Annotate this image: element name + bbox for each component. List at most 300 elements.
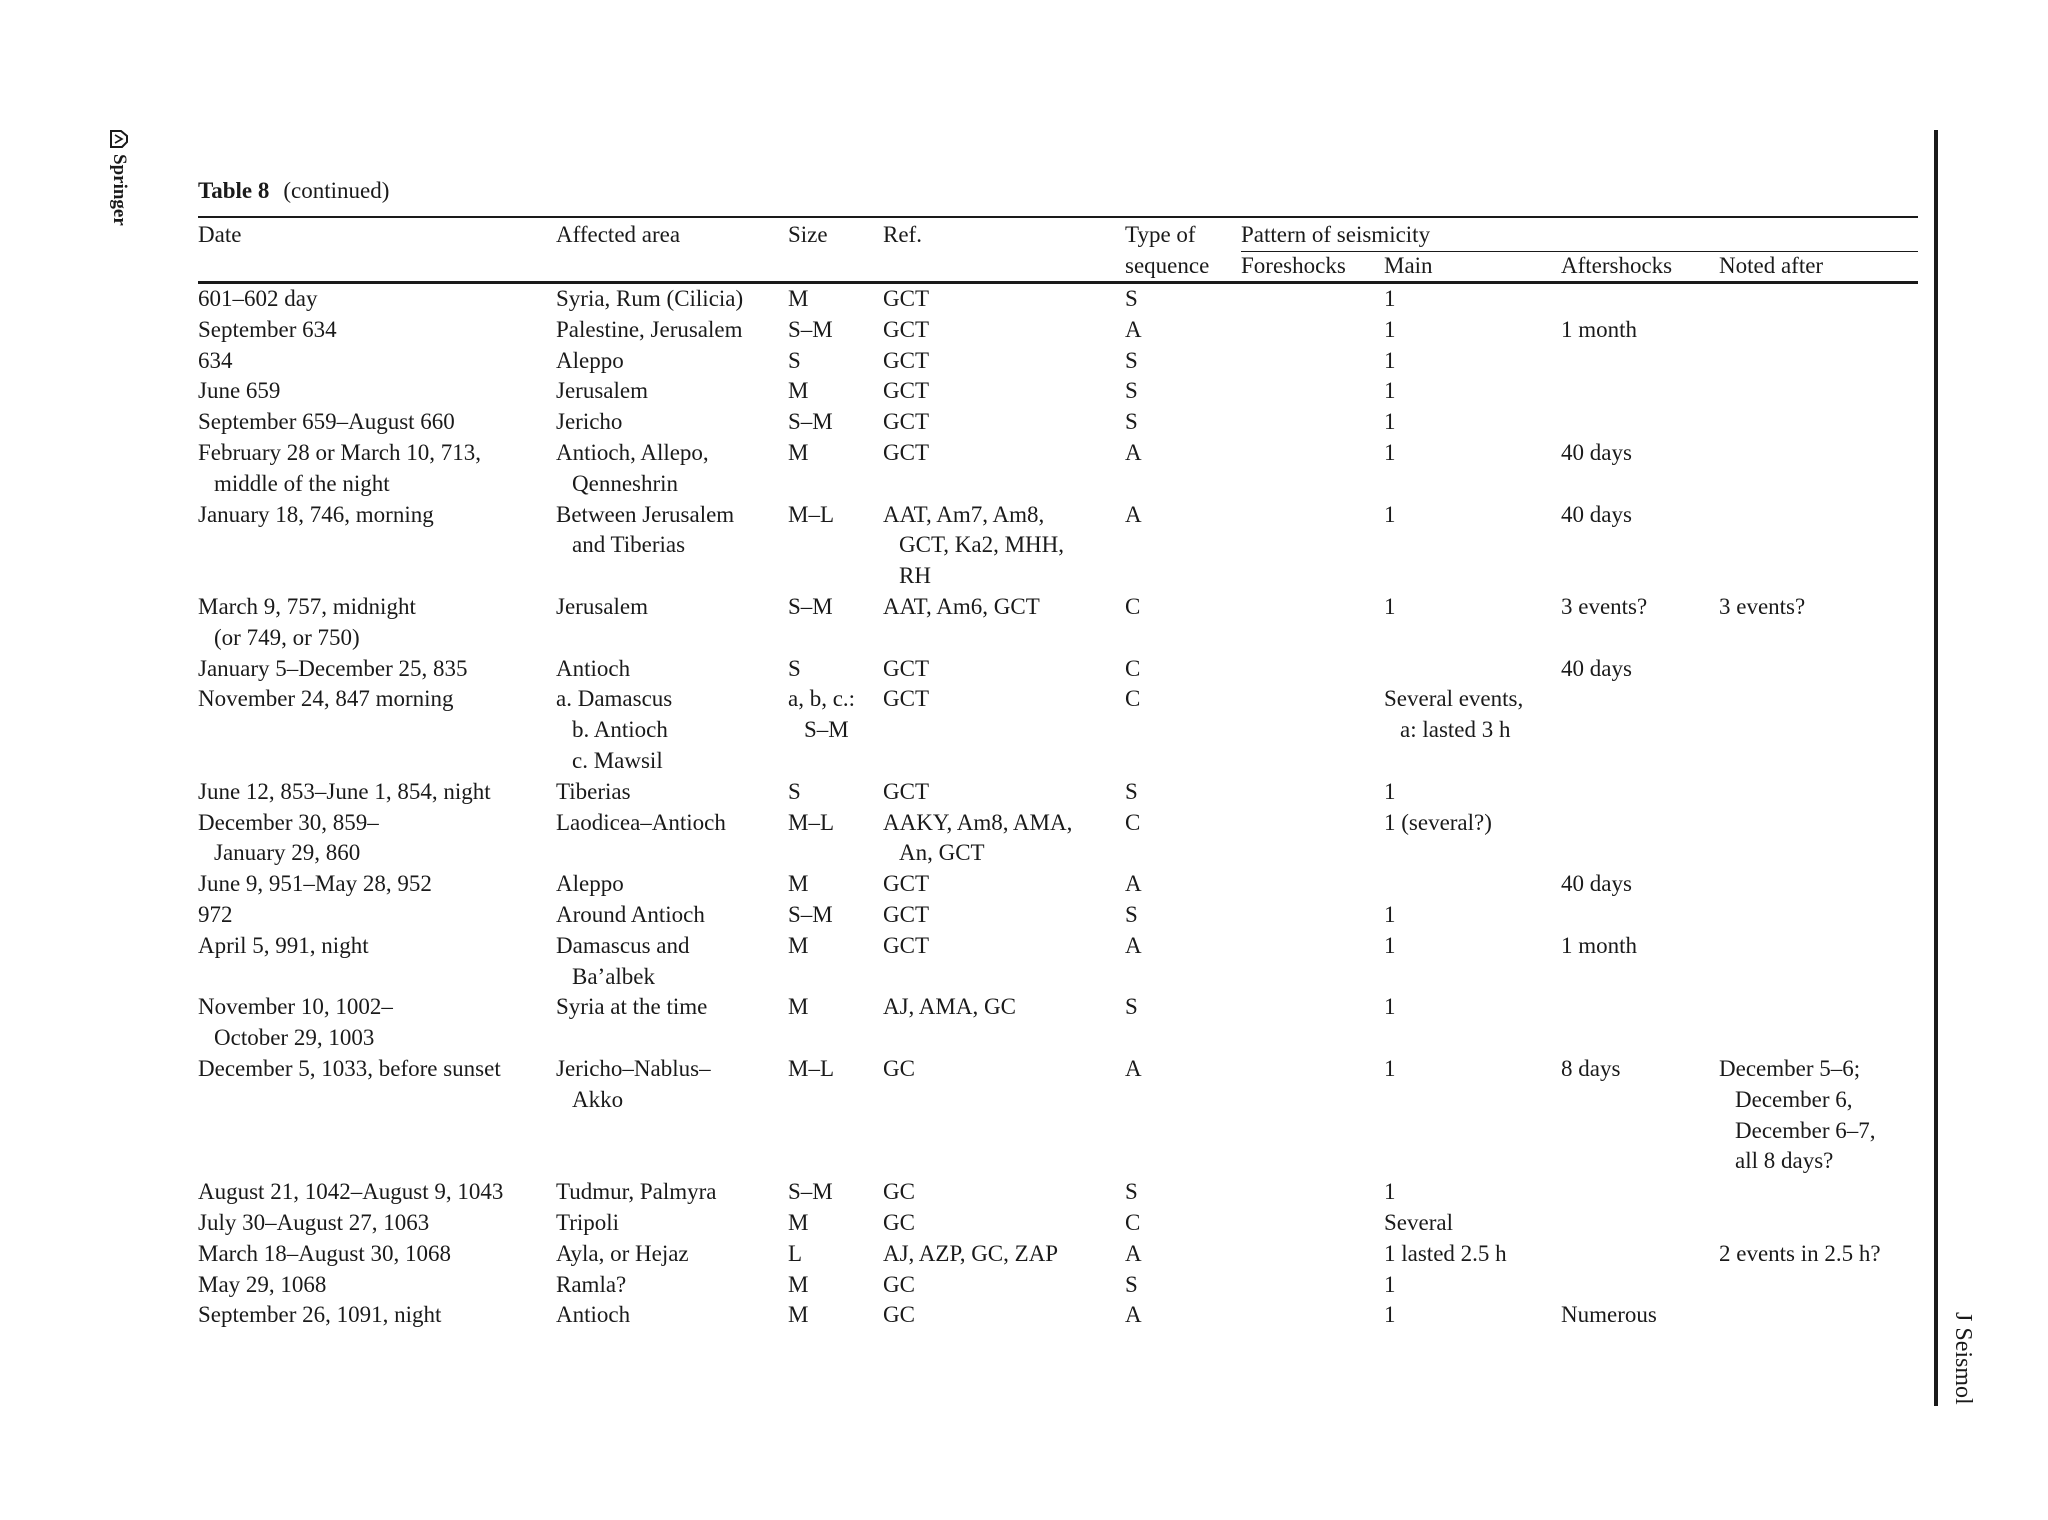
cell-main [1384, 1270, 1561, 1301]
cell-size-line: S [788, 347, 801, 373]
cell-affected-area-line: Jerusalem [556, 378, 648, 404]
cell-size-line: M [788, 994, 809, 1020]
cell-affected-area-line: Aleppo [556, 871, 624, 897]
cell-noted-after [1719, 500, 1918, 592]
cell-foreshocks [1241, 900, 1384, 931]
table-row [198, 346, 1918, 377]
cell-affected-area [556, 808, 788, 870]
cell-ref-line: RH [899, 563, 931, 589]
cell-noted-after [1719, 1300, 1918, 1331]
cell-foreshocks [1241, 376, 1384, 407]
cell-affected-area [556, 438, 788, 500]
cell-ref-line: AAT, Am6, GCT [883, 593, 1040, 619]
table-caption-text: (continued) [283, 178, 390, 203]
cell-affected-area-line: Antioch [556, 1302, 631, 1328]
cell-noted-after [1719, 1208, 1918, 1239]
cell-date-line: middle of the night [214, 470, 390, 496]
cell-affected-area-line: Between Jerusalem [556, 501, 735, 527]
cell-ref-line: GC [883, 1302, 915, 1328]
cell-size [788, 1054, 883, 1177]
column-header-type-line2: sequence [1125, 253, 1210, 278]
cell-date-line: January 5–December 25, 835 [198, 655, 468, 681]
cell-noted-after-line: all 8 days? [1735, 1148, 1834, 1174]
cell-main-line: 1 [1384, 409, 1396, 435]
cell-main-line: 1 [1384, 1179, 1396, 1205]
cell-size [788, 654, 883, 685]
cell-ref [883, 315, 1125, 346]
cell-date-line: October 29, 1003 [214, 1025, 375, 1051]
cell-aftershocks-line: 40 days [1561, 871, 1632, 897]
table-row [198, 592, 1918, 654]
cell-sequence-type [1125, 1270, 1241, 1301]
cell-sequence-type [1125, 1300, 1241, 1331]
cell-main-line: 1 [1384, 901, 1396, 927]
cell-main-line: 1 [1384, 1055, 1396, 1081]
cell-main-line: 1 [1384, 1302, 1396, 1328]
cell-size [788, 808, 883, 870]
cell-aftershocks [1561, 315, 1719, 346]
cell-main-line: 1 [1384, 378, 1396, 404]
cell-foreshocks [1241, 346, 1384, 377]
cell-aftershocks [1561, 808, 1719, 870]
cell-size-line: M [788, 286, 809, 311]
cell-date [198, 1300, 556, 1331]
cell-noted-after-line: December 6, [1735, 1086, 1853, 1112]
cell-main-line: 1 [1384, 439, 1396, 465]
cell-sequence-type-line: A [1125, 501, 1142, 527]
cell-affected-area-line: b. Antioch [572, 717, 668, 743]
cell-main-line: Several [1384, 1209, 1453, 1235]
cell-size [788, 1208, 883, 1239]
cell-aftershocks [1561, 777, 1719, 808]
cell-size [788, 1177, 883, 1208]
cell-affected-area [556, 346, 788, 377]
cell-ref-line: GCT [883, 932, 929, 958]
cell-sequence-type-line: S [1125, 1179, 1138, 1205]
cell-noted-after [1719, 315, 1918, 346]
cell-date-line: April 5, 991, night [198, 932, 369, 958]
cell-sequence-type [1125, 1239, 1241, 1270]
cell-ref [883, 654, 1125, 685]
cell-main [1384, 346, 1561, 377]
cell-noted-after [1719, 869, 1918, 900]
cell-date-line: September 26, 1091, night [198, 1302, 442, 1328]
cell-sequence-type [1125, 992, 1241, 1054]
cell-foreshocks [1241, 931, 1384, 993]
cell-date-line: September 634 [198, 316, 337, 342]
cell-aftershocks-line: 1 month [1561, 932, 1638, 958]
cell-date [198, 869, 556, 900]
table-row [198, 808, 1918, 870]
earthquake-table [198, 284, 1918, 1331]
cell-date-line: 601–602 day [198, 286, 318, 311]
springer-horse-icon [108, 128, 130, 150]
cell-foreshocks [1241, 438, 1384, 500]
table-row [198, 1239, 1918, 1270]
cell-main [1384, 1177, 1561, 1208]
cell-sequence-type [1125, 900, 1241, 931]
cell-noted-after [1719, 438, 1918, 500]
cell-sequence-type-line: A [1125, 1240, 1142, 1266]
column-header-date: Date [198, 222, 242, 247]
cell-size [788, 1270, 883, 1301]
cell-aftershocks [1561, 1054, 1719, 1177]
cell-main-line: 1 [1384, 778, 1396, 804]
column-header-type-line1: Type of [1125, 222, 1196, 247]
cell-date-line: March 9, 757, midnight [198, 593, 416, 619]
table-caption [198, 178, 389, 204]
cell-affected-area-line: Palestine, Jerusalem [556, 316, 743, 342]
cell-aftershocks [1561, 1270, 1719, 1301]
cell-foreshocks [1241, 1177, 1384, 1208]
cell-affected-area-line: Damascus and [556, 932, 690, 958]
cell-affected-area-line: Antioch, Allepo, [556, 439, 709, 465]
cell-noted-after [1719, 808, 1918, 870]
cell-foreshocks [1241, 315, 1384, 346]
cell-noted-after [1719, 1054, 1918, 1177]
cell-size-line: M [788, 439, 809, 465]
column-header-ref: Ref. [883, 222, 922, 247]
table-row [198, 777, 1918, 808]
table-row [198, 1177, 1918, 1208]
cell-noted-after [1719, 1239, 1918, 1270]
table-row [198, 1270, 1918, 1301]
cell-noted-after-line: December 5–6; [1719, 1055, 1861, 1081]
cell-size-line: M–L [788, 501, 834, 527]
cell-sequence-type-line: S [1125, 1271, 1138, 1297]
table-row [198, 1300, 1918, 1331]
cell-aftershocks [1561, 900, 1719, 931]
cell-sequence-type [1125, 500, 1241, 592]
cell-ref-line: GC [883, 1179, 915, 1205]
cell-ref [883, 1208, 1125, 1239]
table-row [198, 1208, 1918, 1239]
cell-aftershocks [1561, 931, 1719, 993]
cell-size-line: M–L [788, 1055, 834, 1081]
cell-size-line: M–L [788, 809, 834, 835]
journal-name: J Seismol [1950, 1312, 1976, 1405]
table-row [198, 869, 1918, 900]
cell-foreshocks [1241, 869, 1384, 900]
cell-affected-area [556, 1239, 788, 1270]
cell-size [788, 931, 883, 993]
cell-ref-line: GCT [883, 347, 929, 373]
cell-affected-area-line: Aleppo [556, 347, 624, 373]
cell-affected-area [556, 1177, 788, 1208]
cell-main-line: 1 [1384, 1271, 1396, 1297]
cell-foreshocks [1241, 777, 1384, 808]
cell-ref [883, 592, 1125, 654]
table-row [198, 654, 1918, 685]
cell-size-line: S–M [788, 409, 833, 435]
cell-aftershocks [1561, 376, 1719, 407]
cell-main [1384, 407, 1561, 438]
cell-date [198, 1270, 556, 1301]
cell-affected-area [556, 777, 788, 808]
cell-noted-after [1719, 284, 1918, 315]
cell-foreshocks [1241, 407, 1384, 438]
cell-date [198, 284, 556, 315]
cell-aftershocks [1561, 654, 1719, 685]
cell-noted-after [1719, 1270, 1918, 1301]
cell-noted-after [1719, 777, 1918, 808]
cell-affected-area-line: a. Damascus [556, 686, 673, 712]
cell-main [1384, 1300, 1561, 1331]
cell-main [1384, 1208, 1561, 1239]
cell-affected-area-line: Ba’albek [572, 963, 656, 989]
cell-foreshocks [1241, 1300, 1384, 1331]
cell-date [198, 1177, 556, 1208]
cell-ref [883, 684, 1125, 776]
cell-size [788, 900, 883, 931]
cell-sequence-type-line: C [1125, 593, 1141, 619]
cell-affected-area [556, 900, 788, 931]
cell-ref-line: GCT [883, 286, 929, 311]
cell-date-line: March 18–August 30, 1068 [198, 1240, 451, 1266]
cell-foreshocks [1241, 284, 1384, 315]
cell-main [1384, 684, 1561, 776]
cell-size-line: M [788, 871, 809, 897]
cell-date-line: June 9, 951–May 28, 952 [198, 871, 432, 897]
table-row [198, 284, 1918, 315]
cell-main-line: 1 [1384, 316, 1396, 342]
table-row [198, 438, 1918, 500]
cell-sequence-type-line: S [1125, 378, 1138, 404]
cell-aftershocks-line: 40 days [1561, 655, 1632, 681]
cell-ref [883, 1177, 1125, 1208]
cell-ref-line: AJ, AMA, GC [883, 994, 1016, 1020]
cell-main-line: 1 [1384, 501, 1396, 527]
cell-ref [883, 284, 1125, 315]
cell-date [198, 315, 556, 346]
cell-size [788, 1239, 883, 1270]
cell-affected-area-line: Tudmur, Palmyra [556, 1179, 717, 1205]
cell-size [788, 1300, 883, 1331]
cell-sequence-type [1125, 654, 1241, 685]
column-header-pattern: Pattern of seismicity [1241, 222, 1431, 247]
cell-main-line: Several events, [1384, 686, 1524, 712]
cell-ref-line: AAT, Am7, Am8, [883, 501, 1045, 527]
cell-main [1384, 869, 1561, 900]
cell-ref [883, 438, 1125, 500]
cell-size-line: S–M [788, 901, 833, 927]
table-row [198, 315, 1918, 346]
cell-date-line: 972 [198, 901, 233, 927]
table-row [198, 500, 1918, 592]
cell-size-line: S [788, 655, 801, 681]
cell-noted-after [1719, 346, 1918, 377]
cell-aftershocks [1561, 346, 1719, 377]
cell-foreshocks [1241, 808, 1384, 870]
cell-aftershocks-line: Numerous [1561, 1302, 1657, 1328]
cell-date-line: (or 749, or 750) [214, 624, 360, 650]
cell-date-line: May 29, 1068 [198, 1271, 327, 1297]
table-label: Table 8 [198, 178, 270, 203]
cell-foreshocks [1241, 684, 1384, 776]
cell-affected-area-line: Jerusalem [556, 593, 648, 619]
table-row [198, 992, 1918, 1054]
table-row [198, 931, 1918, 993]
cell-ref-line: GC [883, 1271, 915, 1297]
cell-date [198, 931, 556, 993]
column-header-area: Affected area [556, 222, 681, 247]
cell-foreshocks [1241, 1208, 1384, 1239]
cell-sequence-type [1125, 592, 1241, 654]
cell-main-line: a: lasted 3 h [1400, 717, 1511, 743]
cell-aftershocks [1561, 992, 1719, 1054]
cell-noted-after-line: 3 events? [1719, 593, 1806, 619]
cell-ref-line: GCT [883, 378, 929, 404]
cell-aftershocks-line: 3 events? [1561, 593, 1648, 619]
cell-main [1384, 992, 1561, 1054]
cell-noted-after [1719, 654, 1918, 685]
cell-ref [883, 407, 1125, 438]
cell-ref-line: GCT [883, 778, 929, 804]
cell-affected-area-line: Syria, Rum (Cilicia) [556, 286, 744, 311]
cell-main [1384, 808, 1561, 870]
cell-ref [883, 346, 1125, 377]
cell-affected-area-line: Ayla, or Hejaz [556, 1240, 689, 1266]
cell-affected-area-line: and Tiberias [572, 532, 686, 558]
cell-date [198, 1208, 556, 1239]
cell-sequence-type [1125, 1177, 1241, 1208]
publisher-name: Springer [109, 154, 130, 226]
cell-size [788, 869, 883, 900]
cell-ref [883, 777, 1125, 808]
cell-date-line: June 12, 853–June 1, 854, night [198, 778, 491, 804]
cell-sequence-type-line: S [1125, 347, 1138, 373]
cell-aftershocks [1561, 684, 1719, 776]
cell-size-line: S–M [788, 316, 833, 342]
cell-ref [883, 500, 1125, 592]
cell-ref [883, 1239, 1125, 1270]
cell-noted-after [1719, 407, 1918, 438]
cell-main [1384, 1239, 1561, 1270]
cell-aftershocks [1561, 869, 1719, 900]
table-top-rule [198, 216, 1918, 218]
cell-ref-line: GCT [883, 316, 929, 342]
cell-ref [883, 808, 1125, 870]
page-edge-rule [1934, 130, 1938, 1406]
cell-ref-line: GCT [883, 901, 929, 927]
cell-date [198, 592, 556, 654]
cell-affected-area [556, 1054, 788, 1177]
cell-aftershocks-line: 40 days [1561, 501, 1632, 527]
cell-date-line: 634 [198, 347, 233, 373]
cell-sequence-type [1125, 684, 1241, 776]
cell-affected-area [556, 1270, 788, 1301]
cell-affected-area [556, 931, 788, 993]
springer-logo [108, 128, 130, 226]
cell-aftershocks [1561, 500, 1719, 592]
cell-main [1384, 931, 1561, 993]
cell-ref-line: AAKY, Am8, AMA, [883, 809, 1073, 835]
cell-main-line: 1 [1384, 347, 1396, 373]
cell-ref-line: GCT [883, 871, 929, 897]
cell-noted-after-line: 2 events in 2.5 h? [1719, 1240, 1881, 1266]
cell-sequence-type-line: A [1125, 932, 1142, 958]
cell-affected-area [556, 407, 788, 438]
cell-aftershocks-line: 40 days [1561, 439, 1632, 465]
cell-size-line: M [788, 1271, 809, 1297]
cell-sequence-type [1125, 407, 1241, 438]
cell-affected-area-line: Syria at the time [556, 994, 708, 1020]
cell-date [198, 346, 556, 377]
table-row [198, 407, 1918, 438]
cell-sequence-type [1125, 284, 1241, 315]
cell-sequence-type [1125, 315, 1241, 346]
cell-date [198, 376, 556, 407]
table-row [198, 376, 1918, 407]
cell-main-line: 1 lasted 2.5 h [1384, 1240, 1507, 1266]
cell-affected-area-line: Laodicea–Antioch [556, 809, 726, 835]
cell-sequence-type-line: A [1125, 1055, 1142, 1081]
cell-affected-area-line: Jericho [556, 409, 623, 435]
cell-ref [883, 931, 1125, 993]
cell-affected-area [556, 684, 788, 776]
cell-main [1384, 654, 1561, 685]
cell-date [198, 777, 556, 808]
cell-date [198, 992, 556, 1054]
cell-main-line: 1 (several?) [1384, 809, 1492, 835]
cell-affected-area-line: Jericho–Nablus– [556, 1055, 711, 1081]
cell-date-line: December 30, 859– [198, 809, 379, 835]
cell-size [788, 992, 883, 1054]
cell-aftershocks [1561, 1300, 1719, 1331]
table-row [198, 900, 1918, 931]
cell-date [198, 407, 556, 438]
cell-ref-line: GCT [883, 686, 929, 712]
cell-main [1384, 592, 1561, 654]
cell-size [788, 315, 883, 346]
cell-sequence-type [1125, 1054, 1241, 1177]
cell-date [198, 438, 556, 500]
cell-size-line: a, b, c.: [788, 686, 856, 712]
cell-aftershocks [1561, 407, 1719, 438]
cell-ref [883, 900, 1125, 931]
cell-affected-area [556, 592, 788, 654]
cell-sequence-type [1125, 438, 1241, 500]
cell-date [198, 1239, 556, 1270]
cell-date [198, 808, 556, 870]
cell-size [788, 684, 883, 776]
cell-size [788, 346, 883, 377]
cell-noted-after [1719, 992, 1918, 1054]
cell-affected-area [556, 500, 788, 592]
column-header-aftershocks: Aftershocks [1561, 253, 1673, 278]
cell-aftershocks [1561, 438, 1719, 500]
cell-noted-after [1719, 684, 1918, 776]
cell-date [198, 900, 556, 931]
cell-sequence-type-line: S [1125, 901, 1138, 927]
cell-affected-area [556, 869, 788, 900]
cell-size [788, 438, 883, 500]
cell-affected-area [556, 284, 788, 315]
cell-ref [883, 1300, 1125, 1331]
cell-ref-line: GC [883, 1209, 915, 1235]
cell-aftershocks [1561, 1208, 1719, 1239]
cell-main [1384, 315, 1561, 346]
cell-sequence-type-line: A [1125, 439, 1142, 465]
cell-main [1384, 438, 1561, 500]
cell-noted-after [1719, 931, 1918, 993]
cell-aftershocks-line: 8 days [1561, 1055, 1621, 1081]
cell-sequence-type-line: S [1125, 994, 1138, 1020]
cell-main [1384, 777, 1561, 808]
cell-size [788, 592, 883, 654]
cell-main [1384, 900, 1561, 931]
cell-sequence-type-line: A [1125, 1302, 1142, 1328]
